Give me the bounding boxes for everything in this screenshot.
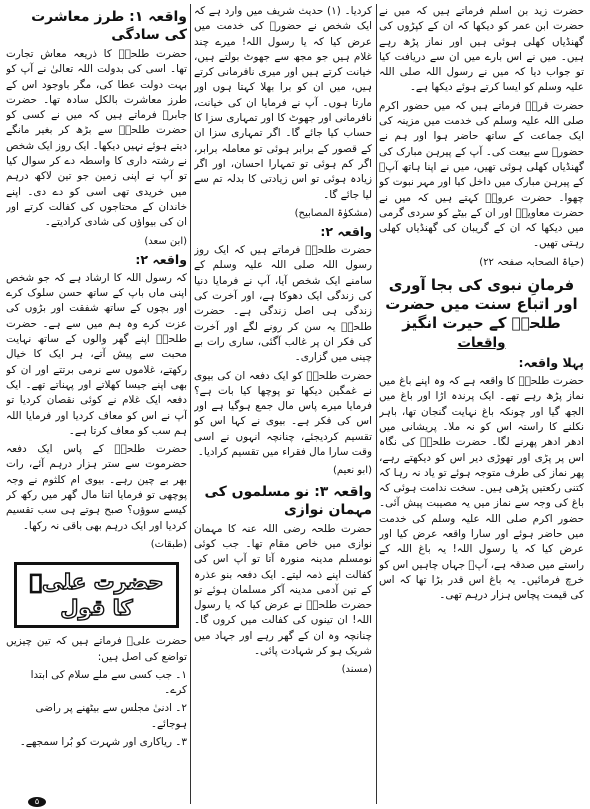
section-heading: واقعہ ۲: <box>320 224 372 240</box>
column-divider <box>190 4 191 804</box>
citation: (طبقات) <box>150 538 187 550</box>
paragraph: حضرت طلحہؓ کا ذریعہ معاش تجارت تھا۔ اسی کی بدولت اللہ تعالیٰ نے آپ کو بہت دولت عطا کی، مگر باوجود اس کے طرز معاشرت بالکل سادہ تھا۔ حضرت جابرؓ فرماتے ہیں کہ میں نے کسی کو حضرت طلحہؓ سے بڑھ کر بغیر مانگے دیتے ہوئے نہیں دیکھا۔ ایک روز ایک شخص نے رشتہ داری کا واسطہ دے کر سوال کیا تو آپ نے اپنی زمین جو تین لاکھ درہم میں خریدی تھی اسی کو دے دی۔ اپنے خاندان کے محتاجوں کی کفالت کرتے اور ان کی بیواؤں کی شادی کرادیتے۔ <box>6 48 187 229</box>
section-heading: واقعہ ۲: <box>135 251 187 267</box>
middle-column <box>194 4 372 804</box>
quote-list <box>6 668 187 750</box>
paragraph: کردیا۔ (۱) حدیث شریف میں وارد ہے کہ ایک شخص نے حضورؐ کی خدمت میں عرض کیا کہ یا رسول اللہ! میرے چند غلام ہیں جو مجھ سے جھوٹ بولتے ہیں، خیانت کرتے ہیں اور میری نافرمانی کرتے ہیں، میں ان کو برا بھلا کہتا ہوں اور مارتا ہوں۔ آپ نے فرمایا ان کی خیانت، نافرمانی اور جھوٹ کا اور تمہاری سزا کا حساب کیا جائے گا۔ اگر تمہاری سزا ان کے قصور کے برابر ہوئی تو معاملہ برابر، اگر کم ہوئی تو تمہارا احسان، اور اگر زیادہ ہوئی تو اس زیادتی کا بدلہ تم سے لیا جائے گا۔ <box>194 5 372 201</box>
paragraph: حضرت طلحہؓ کا واقعہ ہے کہ وہ اپنے باغ میں نماز پڑھ رہے تھے۔ ایک پرندہ اڑا اور باغ میں الجھ گیا اور چونکہ باغ نہایت گنجان تھا، باہر نکلنے کا راستہ اس کو نہ ملا۔ پریشانی میں ادھر ادھر پھرنے لگا۔ حضرت طلحہؓ کی نگاہ اس پر پڑی اور تھوڑی دیر اس کو دیکھتے رہے، پھر نماز کی طرف متوجہ ہوئے تو یاد نہ رہا کہ کتنی رکعتیں پڑھی ہیں۔ سخت ندامت ہوئی کہ باغ کی وجہ سے نماز میں یہ مصیبت پیش آئی۔ حضور اکرم صلی اللہ علیہ وسلم کی خدمت میں حاضر ہوئے اور سارا واقعہ عرض کیا اور عرض کیا کہ یا رسول اللہ! یہ باغ اللہ کے راستے میں صدقہ ہے، آپؐ جہاں چاہیں اس کو خرچ فرمائیں۔ یہ باغ اس قدر بڑا تھا کہ اس کی قیمت پچاس ہزار درہم تھی۔ <box>379 375 584 602</box>
column-divider <box>376 4 377 804</box>
quote-box <box>14 562 179 628</box>
quote-box-title: حضرت علیؓ کا قول <box>29 570 164 621</box>
left-column <box>6 4 187 804</box>
quote-intro: حضرت علیؓ فرماتے ہیں کہ تین چیزیں تواضع کی اصل ہیں: <box>6 635 187 663</box>
citation: (ابن سعد) <box>144 235 187 247</box>
paragraph: حضرت طلحہؓ کو ایک دفعہ ان کی بیوی نے غمگین دیکھا تو پوچھا کیا بات ہے؟ فرمایا میرے پاس مال جمع ہوگیا ہے اور اس کی فکر ہے۔ بیوی نے کہا اس کو تقسیم کردیجئے، چنانچہ انہوں نے اسی وقت سارا مال فقراء میں تقسیم کرادیا۔ <box>194 369 372 459</box>
intro-paragraph: حضرت زید بن اسلم فرماتے ہیں کہ میں نے حضرت ابن عمر کو دیکھا کہ ان کے کپڑوں کی گھنڈیاں کھلی ہوئی ہیں اور نماز پڑھ رہے ہیں۔ میں نے اس بارے میں ان سے دریافت کیا تو جواب دیا کہ میں نے رسول اللہ صلی اللہ علیہ وسلم کو ایسا کرتے ہوئے دیکھا ہے۔ <box>379 5 584 94</box>
section-heading: واقعہ ۳: نو مسلموں کی مہمان نوازی <box>204 483 372 518</box>
paragraph: حضرت قرہؓ فرماتے ہیں کہ میں حضور اکرم صلی اللہ علیہ وسلم کی خدمت میں مزینہ کی ایک جماعت کے ساتھ حاضر ہوا اور ہم نے حضورؐ سے بیعت کی۔ آپ کے پیرہن مبارک کی گھنڈیاں کھلی ہوئی تھیں، میں نے اپنا ہاتھ آپؐ کے پیرہن مبارک میں داخل کیا اور مہر نبوت کو چھوا۔ حضرت عروہؓ کہتے ہیں کہ میں نے حضرت معاویہؓ اور ان کے بیٹے کو سردی گرمی میں دیکھا کہ ان کے گریبان کی گھنڈیاں کھلی رہتی تھیں۔ <box>379 99 584 250</box>
section-heading: پہلا واقعہ: <box>518 355 584 371</box>
article-title: فرمانِ نبوی کی بجا آوری اور اتباع سنت میں حضرت طلحہؓ کے حیرت انگیز <box>385 276 578 333</box>
list-item: ۳۔ ریاکاری اور شہرت کو بُرا سمجھے۔ <box>19 735 187 748</box>
citation: (مشکوٰۃ المصابیح) <box>294 207 372 219</box>
paragraph: حضرت طلحہ رضی اللہ عنہ کا مہمان نوازی میں خاص مقام تھا۔ جب کوئی نومسلم مدینہ منورہ آتا تو آپ اس کی کفالت اپنے ذمہ لیتے۔ ایک دفعہ بنو عذرہ کے تین آدمی مدینہ آکر مسلمان ہوئے تو حضرت طلحہؓ نے عرض کیا کہ یا رسول اللہ! ان تینوں کی کفالت میں کروں گا۔ چنانچہ وہ ان کے گھر رہے اور جہاد میں شریک ہو کر شہادت پائی۔ <box>194 522 372 657</box>
list-item: ۱۔ جب کسی سے ملے سلام کی ابتدا کرے۔ <box>30 668 187 697</box>
citation: (ابو نعیم) <box>333 465 372 477</box>
citation: (حیاۃ الصحابہ صفحہ ۲۲) <box>479 256 584 268</box>
section-heading: واقعہ ۱: طرز معاشرت کی سادگی <box>31 9 187 43</box>
paragraph: کہ رسول اللہ کا ارشاد ہے کہ جو شخص اپنی ماں باپ کے ساتھ حسن سلوک کرے اور بچوں کے ساتھ شفقت اور بڑوں کی عزت کرے وہ ہم میں سے ہے۔ حضرت طلحہؓ اپنے گھر والوں کے ساتھ نہایت محبت سے پیش آتے، ہر ایک کا خیال رکھتے، غلاموں سے نرمی برتتے اور ان کو بھی اپنے جیسا کھلاتے اور پہناتے تھے۔ ایک دفعہ ایک غلام نے کوئی نقصان کردیا تو آپ نے اس کو معاف کردیا اور فرمایا اللہ ہم سب کو معاف کرتا ہے۔ <box>6 271 187 437</box>
citation: (مسند) <box>341 664 372 676</box>
paragraph: حضرت طلحہؓ فرماتے ہیں کہ ایک روز رسول اللہ صلی اللہ علیہ وسلم کے سامنے ایک شخص آیا، آپ نے فرمایا دنیا کی زندگی ایک دھوکا ہے، اور آخرت کی زندگی ہی اصل زندگی ہے۔ حضرت طلحہؓ یہ سن کر رونے لگے اور آخرت کی فکر ان پر غالب آگئی، ساری رات بے چینی میں گزاری۔ <box>194 244 372 364</box>
newspaper-page <box>6 4 584 804</box>
page-number: ۵ <box>28 797 46 807</box>
paragraph: حضرت طلحہؓ کے پاس ایک دفعہ حضرموت سے ستر ہزار درہم آئے، رات بھر بے چین رہے۔ بیوی ام کلثوم نے وجہ پوچھی تو فرمایا اتنا مال گھر میں رکھ کر کیسے سوؤں؟ صبح ہوتے ہی سب تقسیم کردیا اور ایک درہم بھی باقی نہ رکھا۔ <box>6 443 187 532</box>
right-column <box>379 4 584 804</box>
article-subtitle: واقعات <box>457 335 506 352</box>
list-item: ۲۔ ادنیٰ مجلس سے بیٹھنے پر راضی ہوجائے۔ <box>35 702 187 730</box>
